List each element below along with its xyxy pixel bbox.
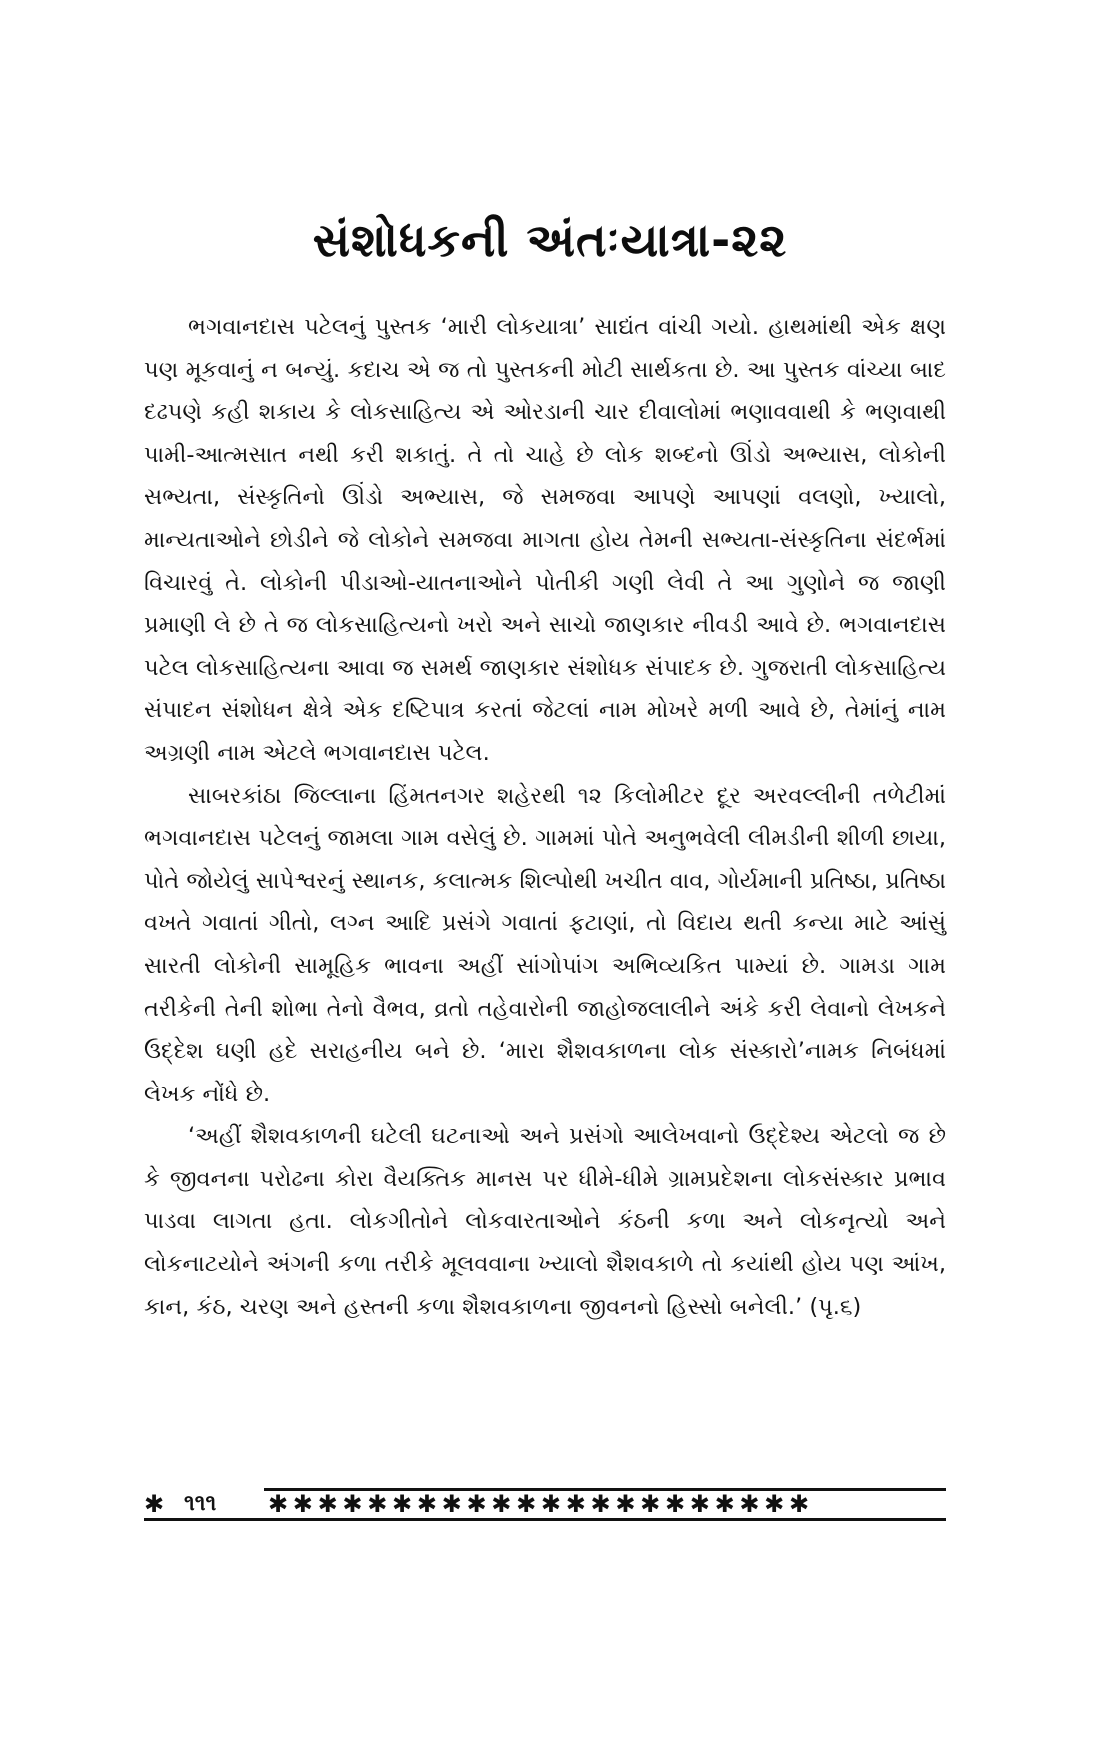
- chapter-title: સંશોધકની અંતઃયાત્રા-૨૨: [312, 212, 788, 267]
- footer-star-border: ✱✱✱✱✱✱✱✱✱✱✱✱✱✱✱✱✱✱✱✱✱✱: [268, 1491, 814, 1517]
- paragraph-3: ‘અહીં શૈશવકાળની ઘટેલી ઘટનાઓ અને પ્રસંગો આલેખવાનો ઉદ્દેશ્ય એટલો જ છે કે જીવનના પરોઢના કોરા વૈયક્તિક માનસ પર ધીમે-ધીમે ગ્રામપ્રદેશના લોકસંસ્કાર પ્રભાવ પાડવા લાગતા હતા. લોકગીતોને લોકવારતાઓને કંઠની કળા અને લોકનૃત્યો અને લોકનાટયોને અંગની કળા તરીકે મૂલવવાના ખ્યાલો શૈશવકાળે તો કયાંથી હોય પણ આંખ, કાન, કંઠ, ચરણ અને હસ્તની કળા શૈશવકાળના જીવનનો હિસ્સો બનેલી.’ (પૃ.૬): [144, 1123, 946, 1320]
- paragraph-1: ભગવાનદાસ પટેલનું પુસ્તક ‘મારી લોકયાત્રા’ સાદ્યંત વાંચી ગયો. હાથમાંથી એક ક્ષણ પણ મૂકવાનું ન બન્યું. કદાચ એ જ તો પુસ્તકની મોટી સાર્થકતા છે. આ પુસ્તક વાંચ્યા બાદ દઢપણે કહી શકાય કે લોકસાહિત્ય એ ઓરડાની ચાર દીવાલોમાં ભણાવવાથી કે ભણવાથી પામી-આત્મસાત નથી કરી શકાતું. તે તો ચાહે છે લોક શબ્દનો ઊંડો અભ્યાસ, લોકોની સભ્યતા, સંસ્કૃતિનો ઊંડો અભ્યાસ, જે સમજવા આપણે આપણાં વલણો, ખ્યાલો, માન્યતાઓને છોડીને જે લોકોને સમજવા માગતા હોય તેમની સભ્યતા-સંસ્કૃતિના સંદર્ભમાં વિચારવું તે. લોકોની પીડાઓ-યાતનાઓને પોતીકી ગણી લેવી તે આ ગુણોને જ જાણી પ્રમાણી લે છે તે જ લોકસાહિત્યનો ખરો અને સાચો જાણકાર નીવડી આવે છે. ભગવાનદાસ પટેલ લોકસાહિત્યના આવા જ સમર્થ જાણકાર સંશોધક સંપાદક છે. ગુજરાતી લોકસાહિત્ય સંપાદન સંશોધન ક્ષેત્રે એક દષ્ટિપાત્ર કરતાં જેટલાં નામ મોખરે મળી આવે છે, તેમાંનું નામ અગ્રણી નામ એટલે ભગવાનદાસ પટેલ.: [144, 314, 946, 766]
- footer-rule-bottom: [144, 1518, 946, 1521]
- paragraph-2: સાબરકાંઠા જિલ્લાના હિંમતનગર શહેરથી ૧૨ કિલોમીટર દૂર અરવલ્લીની તળેટીમાં ભગવાનદાસ પટેલનું જામલા ગામ વસેલું છે. ગામમાં પોતે અનુભવેલી લીમડીની શીળી છાયા, પોતે જોયેલું સાપેશ્વરનું સ્થાનક, કલાત્મક શિલ્પોથી ખચીત વાવ, ગોર્યમાની પ્રતિષ્ઠા, પ્રતિષ્ઠા વખતે ગવાતાં ગીતો, લગ્ન આદિ પ્રસંગે ગવાતાં ફટાણાં, તો વિદાય થતી કન્યા માટે આંસું સારતી લોકોની સામૂહિક ભાવના અહીં સાંગોપાંગ અભિવ્યકિત પામ્યાં છે. ગામડા ગામ તરીકેની તેની શોભા તેનો વૈભવ, વ્રતો તહેવારોની જાહોજલાલીને અંકે કરી લેવાનો લેખકને ઉદ્દેશ ઘણી હદે સરાહનીય બને છે. ‘મારા શૈશવકાળના લોક સંસ્કારો’નામક નિબંધમાં લેખક નોંધે છે.: [144, 782, 946, 1107]
- footer-star-icon: ✱: [144, 1490, 165, 1518]
- page-number: ૧૧૧: [184, 1491, 217, 1516]
- body-text: [144, 306, 946, 1328]
- page-footer: [144, 1488, 946, 1520]
